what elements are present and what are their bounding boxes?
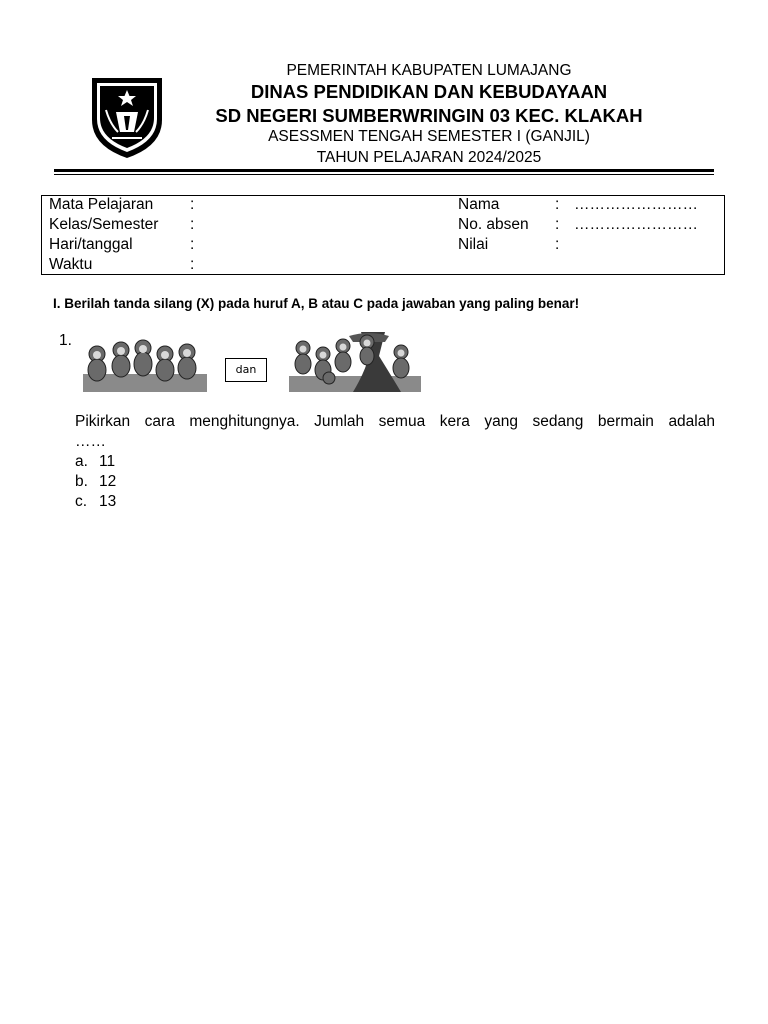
- option-c[interactable]: [75, 493, 116, 511]
- label-nama: Nama: [458, 196, 500, 213]
- header-department: DINAS PENDIDIKAN DAN KEBUDAYAAN: [250, 81, 608, 102]
- colon: :: [555, 236, 560, 253]
- section-instruction: I. Berilah tanda silang (X) pada huruf A, B atau C pada jawaban yang paling benar!: [53, 296, 580, 311]
- label-nilai: Nilai: [458, 236, 489, 253]
- option-value: 11: [99, 453, 116, 470]
- colon: :: [555, 216, 560, 233]
- header-exam: ASESSMEN TENGAH SEMESTER I (GANJIL): [268, 128, 590, 145]
- option-a[interactable]: [75, 453, 115, 471]
- label-no-absen: No. absen: [458, 216, 529, 233]
- option-value: 12: [99, 473, 117, 490]
- nama-blank[interactable]: ……………………: [574, 196, 698, 213]
- monkeys-group-1-image: [83, 332, 207, 392]
- no-absen-blank[interactable]: ……………………: [574, 216, 698, 233]
- header-rule-thin: [54, 174, 714, 175]
- colon: :: [555, 196, 560, 213]
- option-letter: c.: [75, 493, 88, 510]
- header-school: SD NEGERI SUMBERWRINGIN 03 KEC. KLAKAH: [215, 105, 643, 126]
- question-text: Pikirkan cara menghitungnya. Jumlah semua kera yang sedang bermain adalah: [75, 413, 715, 430]
- header-year: TAHUN PELAJARAN 2024/2025: [316, 149, 542, 166]
- monkeys-group-2-image: [289, 332, 421, 392]
- header-government: PEMERINTAH KABUPATEN LUMAJANG: [286, 62, 572, 79]
- option-value: 13: [99, 493, 117, 510]
- option-letter: a.: [75, 453, 88, 470]
- option-b[interactable]: [75, 473, 116, 491]
- label-waktu: Waktu: [49, 256, 93, 273]
- colon: :: [190, 256, 195, 273]
- label-mata-pelajaran: Mata Pelajaran: [49, 196, 154, 213]
- header-rule-thick: [54, 169, 714, 172]
- label-kelas-semester: Kelas/Semester: [49, 216, 159, 233]
- colon: :: [190, 236, 195, 253]
- connector-box: dan: [225, 358, 267, 382]
- colon: :: [190, 216, 195, 233]
- question-text-blank: ……: [75, 433, 106, 450]
- question-number: 1.: [59, 332, 72, 349]
- colon: :: [190, 196, 195, 213]
- label-hari-tanggal: Hari/tanggal: [49, 236, 133, 253]
- option-letter: b.: [75, 473, 88, 490]
